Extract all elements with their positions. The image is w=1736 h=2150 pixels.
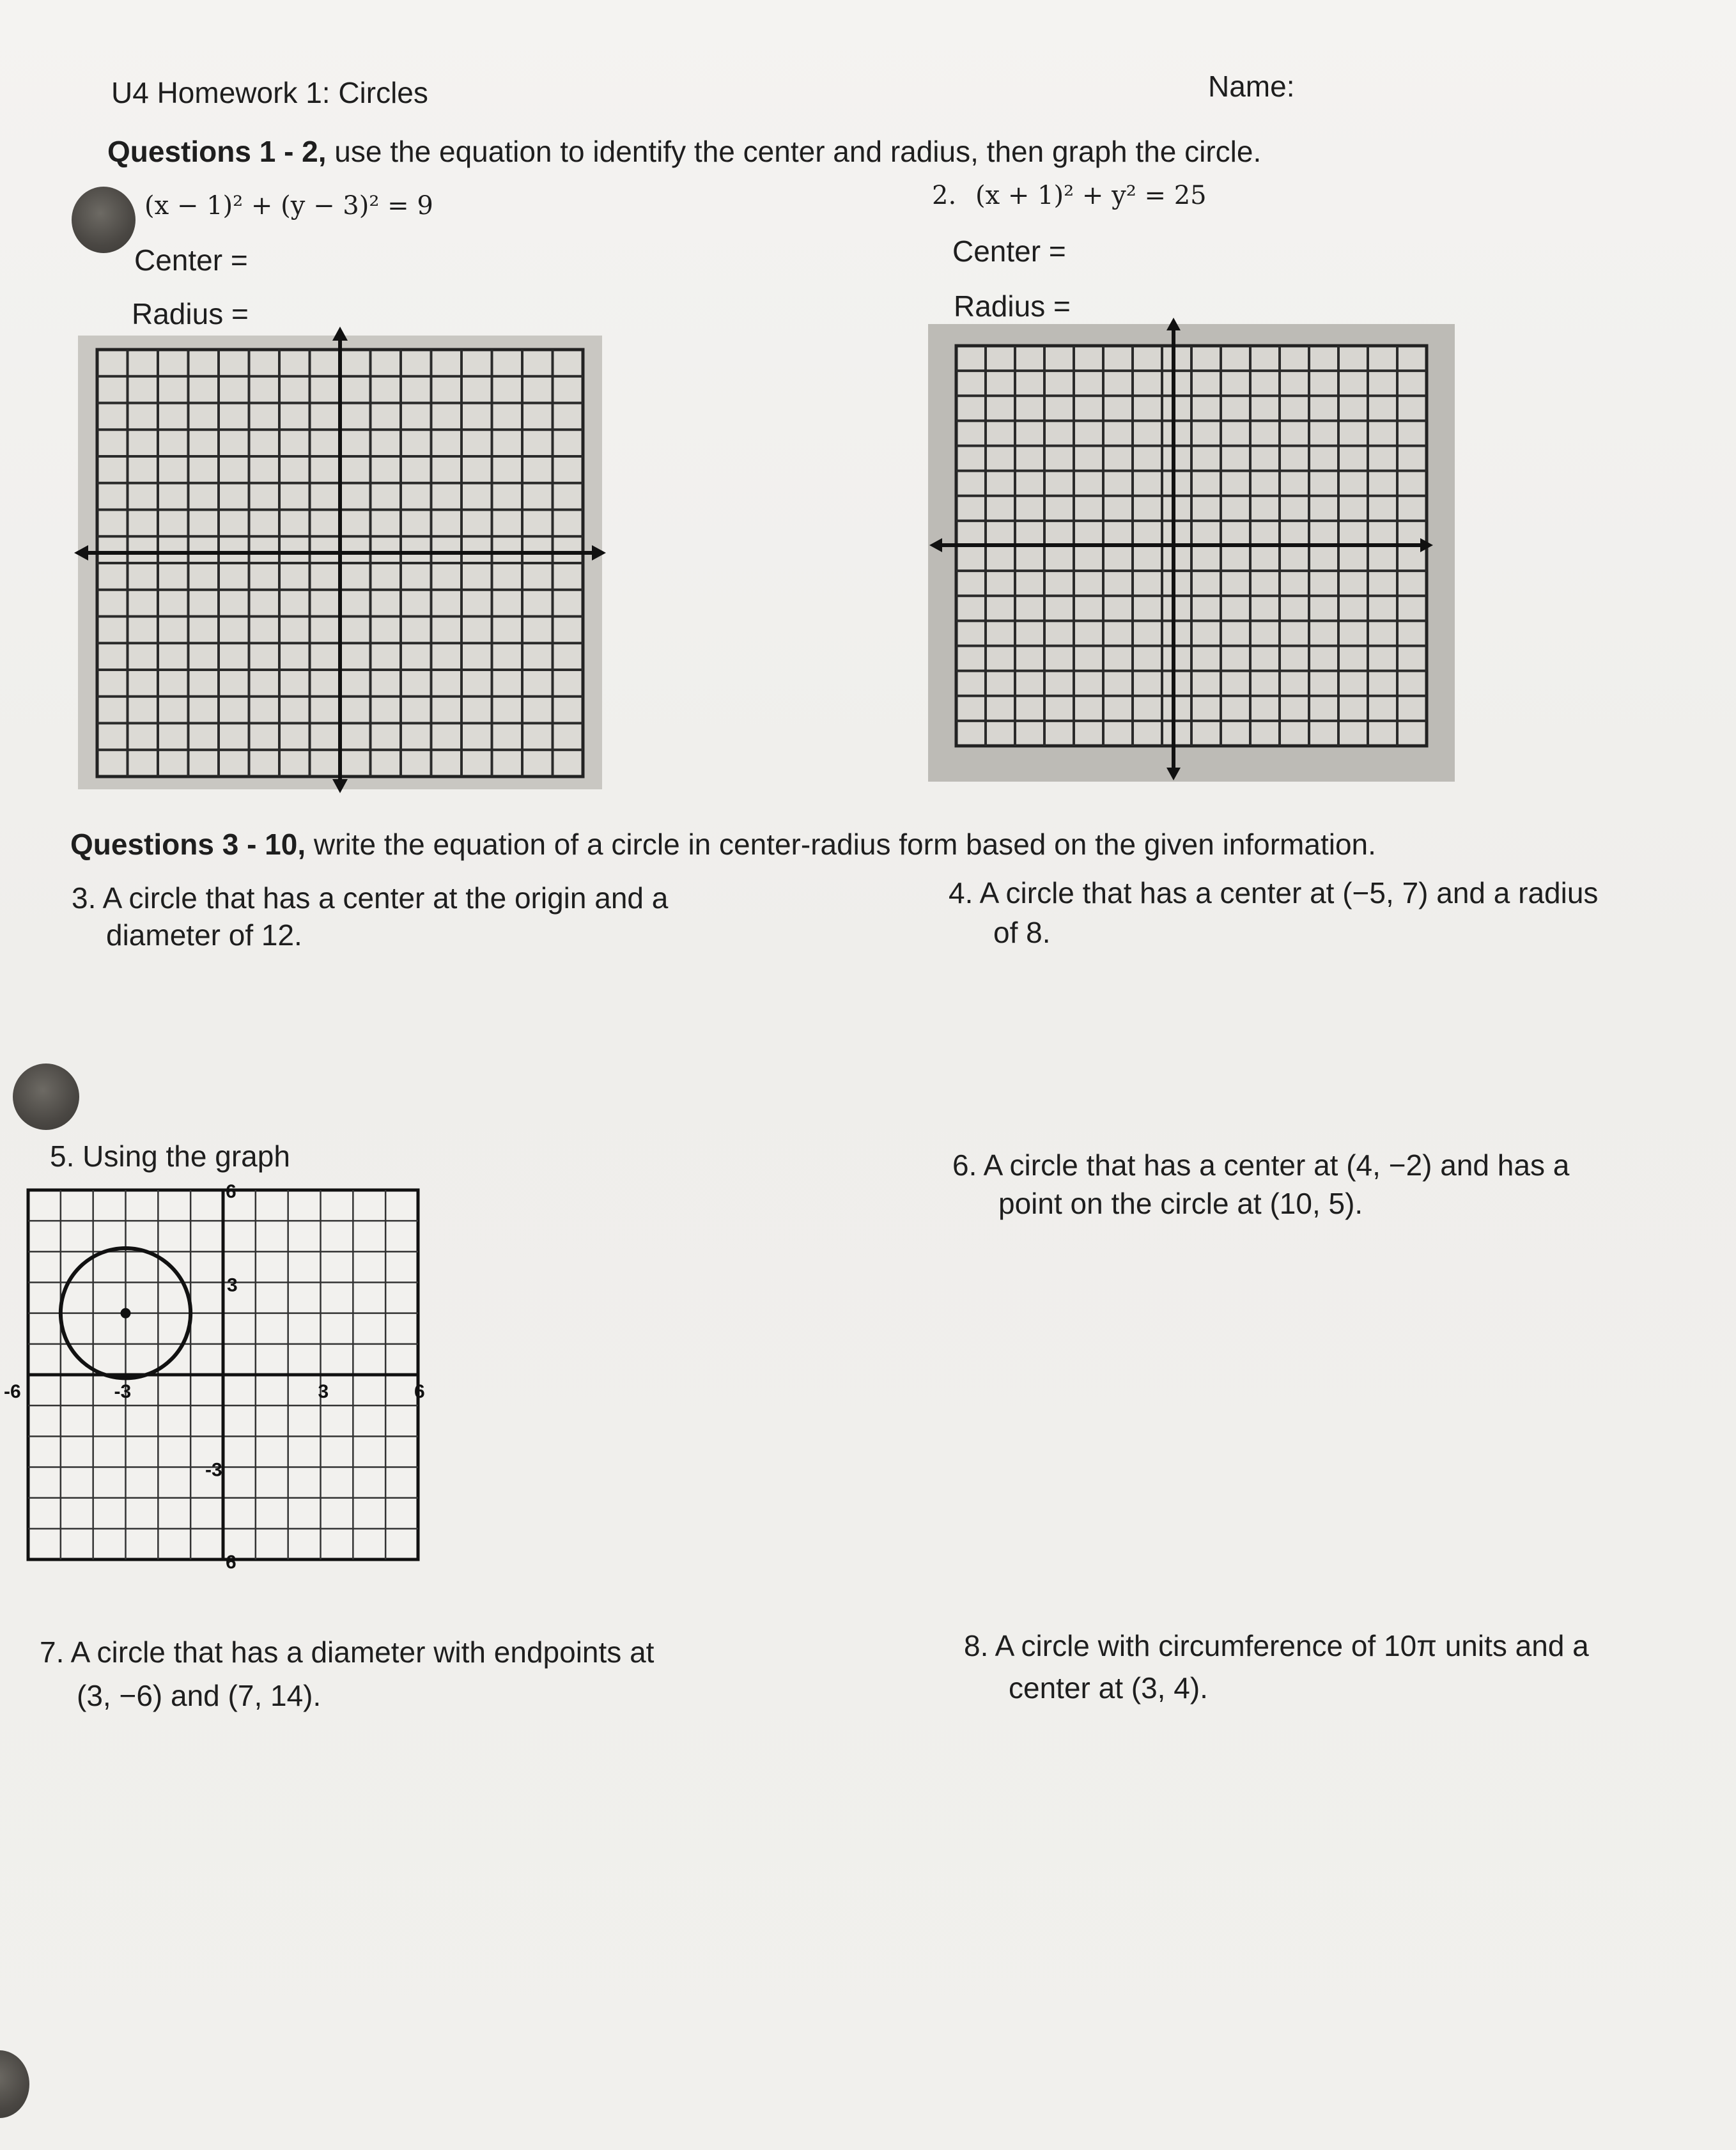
- q5-tick-label-y-bottom: 6: [226, 1552, 236, 1573]
- q1-radius-label: Radius =: [132, 297, 249, 330]
- q8-line2: center at (3, 4).: [1009, 1671, 1208, 1705]
- q1-coordinate-grid: [72, 323, 608, 796]
- q5-graph: [0, 1176, 435, 1579]
- q5-tick-label-x-neg3: -3: [114, 1381, 132, 1402]
- q2-radius-label: Radius =: [954, 290, 1071, 323]
- section1-instructions-text: use the equation to identify the center and radius, then graph the circle.: [326, 135, 1262, 168]
- hole-punch: [13, 1063, 79, 1130]
- q2-coordinate-grid: [927, 316, 1457, 783]
- name-label: Name:: [1208, 70, 1295, 103]
- q5-circle-center-dot: [121, 1308, 131, 1319]
- q5-tick-label-y-top: 6: [226, 1181, 236, 1202]
- q5-tick-label-x-left: -6: [4, 1381, 21, 1402]
- q5-tick-label-y-3: 3: [227, 1274, 238, 1296]
- section1-instructions-lead: Questions 1 - 2,: [107, 135, 327, 168]
- q5-tick-label-x-right: 6: [414, 1381, 425, 1402]
- q3-line2: diameter of 12.: [106, 918, 302, 952]
- section2-instructions-lead: Questions 3 - 10,: [70, 828, 306, 861]
- q2-center-label: Center =: [952, 235, 1066, 268]
- q2-number: 2.: [932, 181, 957, 210]
- section2-instructions-text: write the equation of a circle in center-radius form based on the given information.: [306, 828, 1376, 861]
- q5-tick-label-y-neg3: -3: [205, 1459, 222, 1481]
- q7-line2: (3, −6) and (7, 14).: [77, 1679, 322, 1712]
- q7-line1: 7. A circle that has a diameter with endpoints at: [40, 1636, 655, 1669]
- q1-center-label: Center =: [134, 244, 248, 277]
- y-axis-arrow-up: [332, 327, 348, 341]
- q1-equation: (x − 1)² + (y − 3)² = 9: [144, 191, 433, 220]
- q5-tick-label-x-3: 3: [318, 1381, 329, 1402]
- section2-instructions: [70, 828, 1376, 861]
- hole-punch: [72, 187, 136, 253]
- worksheet-title: U4 Homework 1: Circles: [111, 76, 428, 109]
- q6-line1: 6. A circle that has a center at (4, −2) and has a: [952, 1148, 1570, 1182]
- section1-instructions: [107, 135, 1261, 168]
- q2-equation: (x + 1)² + y² = 25: [975, 181, 1207, 210]
- q5-label: 5. Using the graph: [50, 1140, 290, 1173]
- q3-line1: 3. A circle that has a center at the origin and a: [72, 881, 669, 915]
- q6-line2: point on the circle at (10, 5).: [998, 1187, 1363, 1220]
- q4-line2: of 8.: [993, 916, 1051, 949]
- hole-punch: [0, 2050, 29, 2118]
- q8-line1: 8. A circle with circumference of 10π units and a: [964, 1629, 1589, 1662]
- q4-line1: 4. A circle that has a center at (−5, 7) and a radius: [949, 876, 1599, 909]
